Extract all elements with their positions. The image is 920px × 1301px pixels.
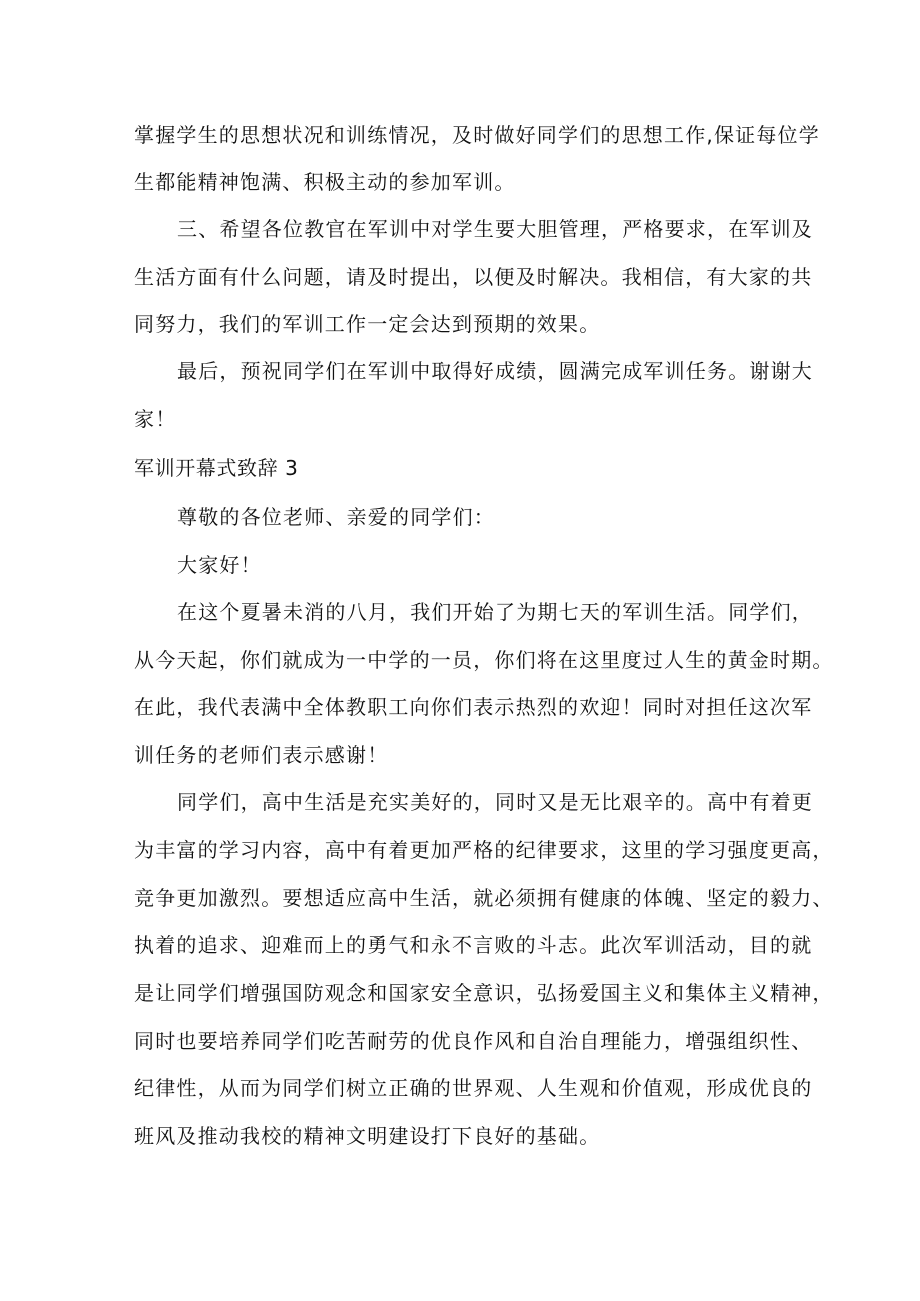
paragraph-4-line-4: 训任务的老师们表示感谢！ — [134, 743, 389, 767]
paragraph-1-line-2: 生都能精神饱满、积极主动的参加军训。 — [134, 170, 516, 194]
paragraph-5-line-6: 同时也要培养同学们吃苦耐劳的优良作风和自治自理能力，增强组织性、 — [134, 1029, 813, 1053]
paragraph-3-line-1: 最后，预祝同学们在军训中取得好成绩，圆满完成军训任务。谢谢大 — [177, 359, 813, 383]
paragraph-5-line-2: 为丰富的学习内容，高中有着更加严格的纪律要求，这里的学习强度更高， — [134, 838, 834, 862]
paragraph-2-line-2: 生活方面有什么问题，请及时提出，以便及时解决。我相信，有大家的共 — [134, 265, 813, 289]
paragraph-5-line-1: 同学们，高中生活是充实美好的，同时又是无比艰辛的。高中有着更 — [177, 790, 813, 814]
paragraph-2-line-3: 同努力，我们的军训工作一定会达到预期的效果。 — [134, 312, 601, 336]
paragraph-5-line-5: 是让同学们增强国防观念和国家安全意识，弘扬爱国主义和集体主义精神， — [134, 981, 834, 1005]
paragraph-4-line-1: 在这个夏暑未消的八月，我们开始了为期七天的军训生活。同学们， — [177, 600, 813, 624]
paragraph-4-line-2: 从今天起，你们就成为一中学的一员，你们将在这里度过人生的黄金时期。 — [134, 648, 834, 672]
greeting: 大家好！ — [177, 553, 262, 577]
paragraph-4-line-3: 在此，我代表满中全体教职工向你们表示热烈的欢迎！同时对担任这次军 — [134, 695, 813, 719]
paragraph-1-line-1: 掌握学生的思想状况和训练情况，及时做好同学们的思想工作,保证每位学 — [134, 123, 820, 147]
paragraph-2-line-1: 三、希望各位教官在军训中对学生要大胆管理，严格要求，在军训及 — [177, 217, 813, 241]
paragraph-5-line-8: 班风及推动我校的精神文明建设打下良好的基础。 — [134, 1124, 601, 1148]
paragraph-5-line-7: 纪律性，从而为同学们树立正确的世界观、人生观和价值观，形成优良的 — [134, 1076, 813, 1100]
paragraph-5-line-4: 执着的追求、迎难而上的勇气和永不言败的斗志。此次军训活动，目的就 — [134, 933, 813, 957]
salutation: 尊敬的各位老师、亲爱的同学们： — [177, 505, 495, 529]
paragraph-5-line-3: 竞争更加激烈。要想适应高中生活，就必须拥有健康的体魄、坚定的毅力、 — [134, 886, 834, 910]
section-heading: 军训开幕式致辞 3 — [134, 456, 299, 480]
paragraph-3-line-2: 家！ — [134, 407, 177, 431]
